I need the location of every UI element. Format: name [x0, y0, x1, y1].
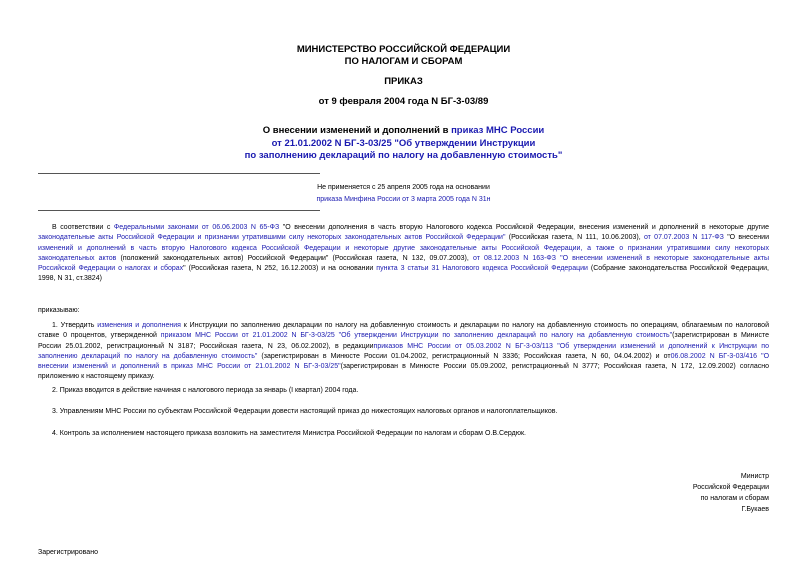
divider-top — [38, 173, 320, 174]
title-link-line2[interactable] — [0, 138, 807, 151]
ministry-line2: ПО НАЛОГАМ И СБОРАМ — [344, 56, 463, 67]
link-law-163-cont[interactable]: Российской Федерации о налогах и сборах — [38, 265, 184, 273]
link-order-bg-3-03-25[interactable]: приказом МНС России от 21.01.2002 N БГ-3-03/25 "Об утверждении Инструкции по заполнению деклараций по налогу на добавленную стоимость" — [160, 332, 673, 340]
item-text: (зарегистрирован в Минюсте России 05.09.2002, регистрационный N 3777; Российская газета, N 172, 12.09.2002) согласно — [340, 363, 769, 371]
link-law-117[interactable]: от 07.07.2003 N 117-ФЗ — [643, 234, 724, 242]
link-order-bg-3-03-113-cont[interactable]: заполнению деклараций по налогу на добавленную стоимость" — [38, 352, 258, 360]
preamble-text: В соответствии с — [52, 224, 114, 231]
item-1 — [38, 321, 769, 383]
link-law-163-title[interactable]: "О внесении изменений в некоторые законодательные акты — [555, 254, 769, 262]
status-note-link[interactable]: приказа Минфина России от 3 марта 2005 года N 31н — [316, 196, 491, 203]
preamble — [38, 223, 769, 285]
item-1-end: приложению к настоящему приказу. — [38, 373, 155, 381]
ministry-header — [0, 44, 807, 68]
link-law-117-cont[interactable]: изменений и дополнений в часть вторую Налогового кодекса Российской Федерации и некоторые другие законодательные акты Российской Федерации, а также о признании утратившими силу некоторых — [38, 244, 769, 252]
title-prefix: О внесении изменений и дополнений в — [262, 125, 452, 136]
item-text: ставке 0 процентов, утвержденной — [38, 332, 161, 340]
link-order-bg-3-03-416-cont[interactable]: внесении изменений и дополнений в приказ МНС России от 21.01.2002 N БГ-3-03/25" — [38, 363, 341, 371]
preamble-text: "О внесении дополнения в часть вторую Налогового кодекса Российской Федерации, внесения изменений и дополнений в некоторые другие — [279, 224, 769, 231]
signature-name: Г.Букаев — [741, 506, 769, 513]
preamble-text: (Собрание законодательства Российской Федерации, — [587, 265, 770, 273]
item-3: 3. Управлениям МНС России по субъектам Российской Федерации довести настоящий приказ до нижестоящих налоговых органов и налогоплательщиков. — [52, 408, 558, 415]
title-link-line3[interactable]: по заполнению деклараций по налогу на добавленную стоимость" — [244, 150, 563, 161]
title-line2a: от 21.01.2002 N БГ-3-03/25 — [271, 137, 395, 149]
preamble-text: "О внесении — [723, 234, 769, 242]
link-amendments[interactable]: изменения и дополнения — [97, 322, 181, 329]
doc-date-number: от 9 февраля 2004 года N БГ-3-03/89 — [318, 96, 489, 107]
status-note-line1: Не применяется с 25 апреля 2005 года на основании — [317, 184, 490, 191]
doc-type: ПРИКАЗ — [384, 76, 423, 87]
item-text: к Инструкции по заполнению декларации по налогу на добавленную стоимость и декларации по налогу на добавленную стоимость по операциям, облагаемым по налоговой — [180, 322, 769, 329]
item-text: (зарегистрирован в Министе — [672, 332, 769, 340]
link-federal-laws-cont[interactable]: законодательные акты Российской Федерации и признании утратившими силу некоторых законодательных актов Российской Федерации" — [38, 234, 506, 242]
signature-title: Министр — [740, 473, 769, 480]
signature-org: Российской Федерации — [692, 484, 769, 491]
item-2: 2. Приказ вводится в действие начиная с налогового периода за январь (I квартал) 2004 года. — [52, 387, 359, 394]
signature-dept: по налогам и сборам — [700, 495, 769, 502]
link-order-bg-3-03-113[interactable]: приказов МНС России от 05.03.2002 N БГ-3-03/113 "Об утверждении изменений и дополнений к Инструкции по — [373, 342, 769, 350]
title-link-order[interactable]: приказ МНС России — [451, 125, 545, 136]
preamble-text: " (Российская газета, N 252, 16.12.2003) и на основании — [183, 265, 377, 273]
link-federal-laws[interactable]: Федеральными законами от 06.06.2003 N 65-ФЗ — [113, 224, 280, 231]
item-text: 1. Утвердить — [52, 322, 98, 329]
link-law-117-end[interactable]: законодательных актов — [38, 254, 117, 262]
doc-title — [0, 125, 807, 163]
registered-footer: Зарегистрировано — [38, 549, 98, 556]
preamble-text: (положений законодательных актов) Российской Федерации" (Российская газета, N 132, 09.07.2003), — [116, 254, 473, 262]
link-order-bg-3-03-416[interactable]: 06.08.2002 N БГ-3-03/416 "О — [670, 352, 770, 360]
item-4: 4. Контроль за исполнением настоящего приказа возложить на заместителя Министра Российской Федерации по налогам и сборам О.В.Сердюк. — [52, 430, 526, 437]
divider-bottom — [38, 210, 320, 211]
preamble-text: (Российская газета, N 111, 10.06.2003), — [505, 234, 644, 242]
signature-block — [569, 471, 769, 515]
title-line2b: "Об утверждении Инструкции — [394, 137, 536, 149]
preamble-end: 1998, N 31, ст.3824) — [38, 275, 102, 283]
ministry-line1: МИНИСТЕРСТВО РОССИЙСКОЙ ФЕДЕРАЦИИ — [296, 44, 511, 55]
status-note — [0, 182, 807, 206]
item-text: (зарегистрирован в Минюсте России 01.04.2002, регистрационный N 3336; Российская газета, N 60, 04.04.2002) и от — [257, 352, 671, 360]
link-law-163[interactable]: от 08.12.2003 N 163-ФЗ — [472, 254, 556, 262]
link-tax-code-art31[interactable]: пункта 3 статьи 31 Налогового кодекса Российской Федерации — [376, 265, 588, 273]
item-text: России 25.01.2002, регистрационный N 3187; Российская газета, N 23, 06.02.2002), в редакции — [38, 342, 374, 350]
order-word: приказываю: — [38, 307, 80, 314]
